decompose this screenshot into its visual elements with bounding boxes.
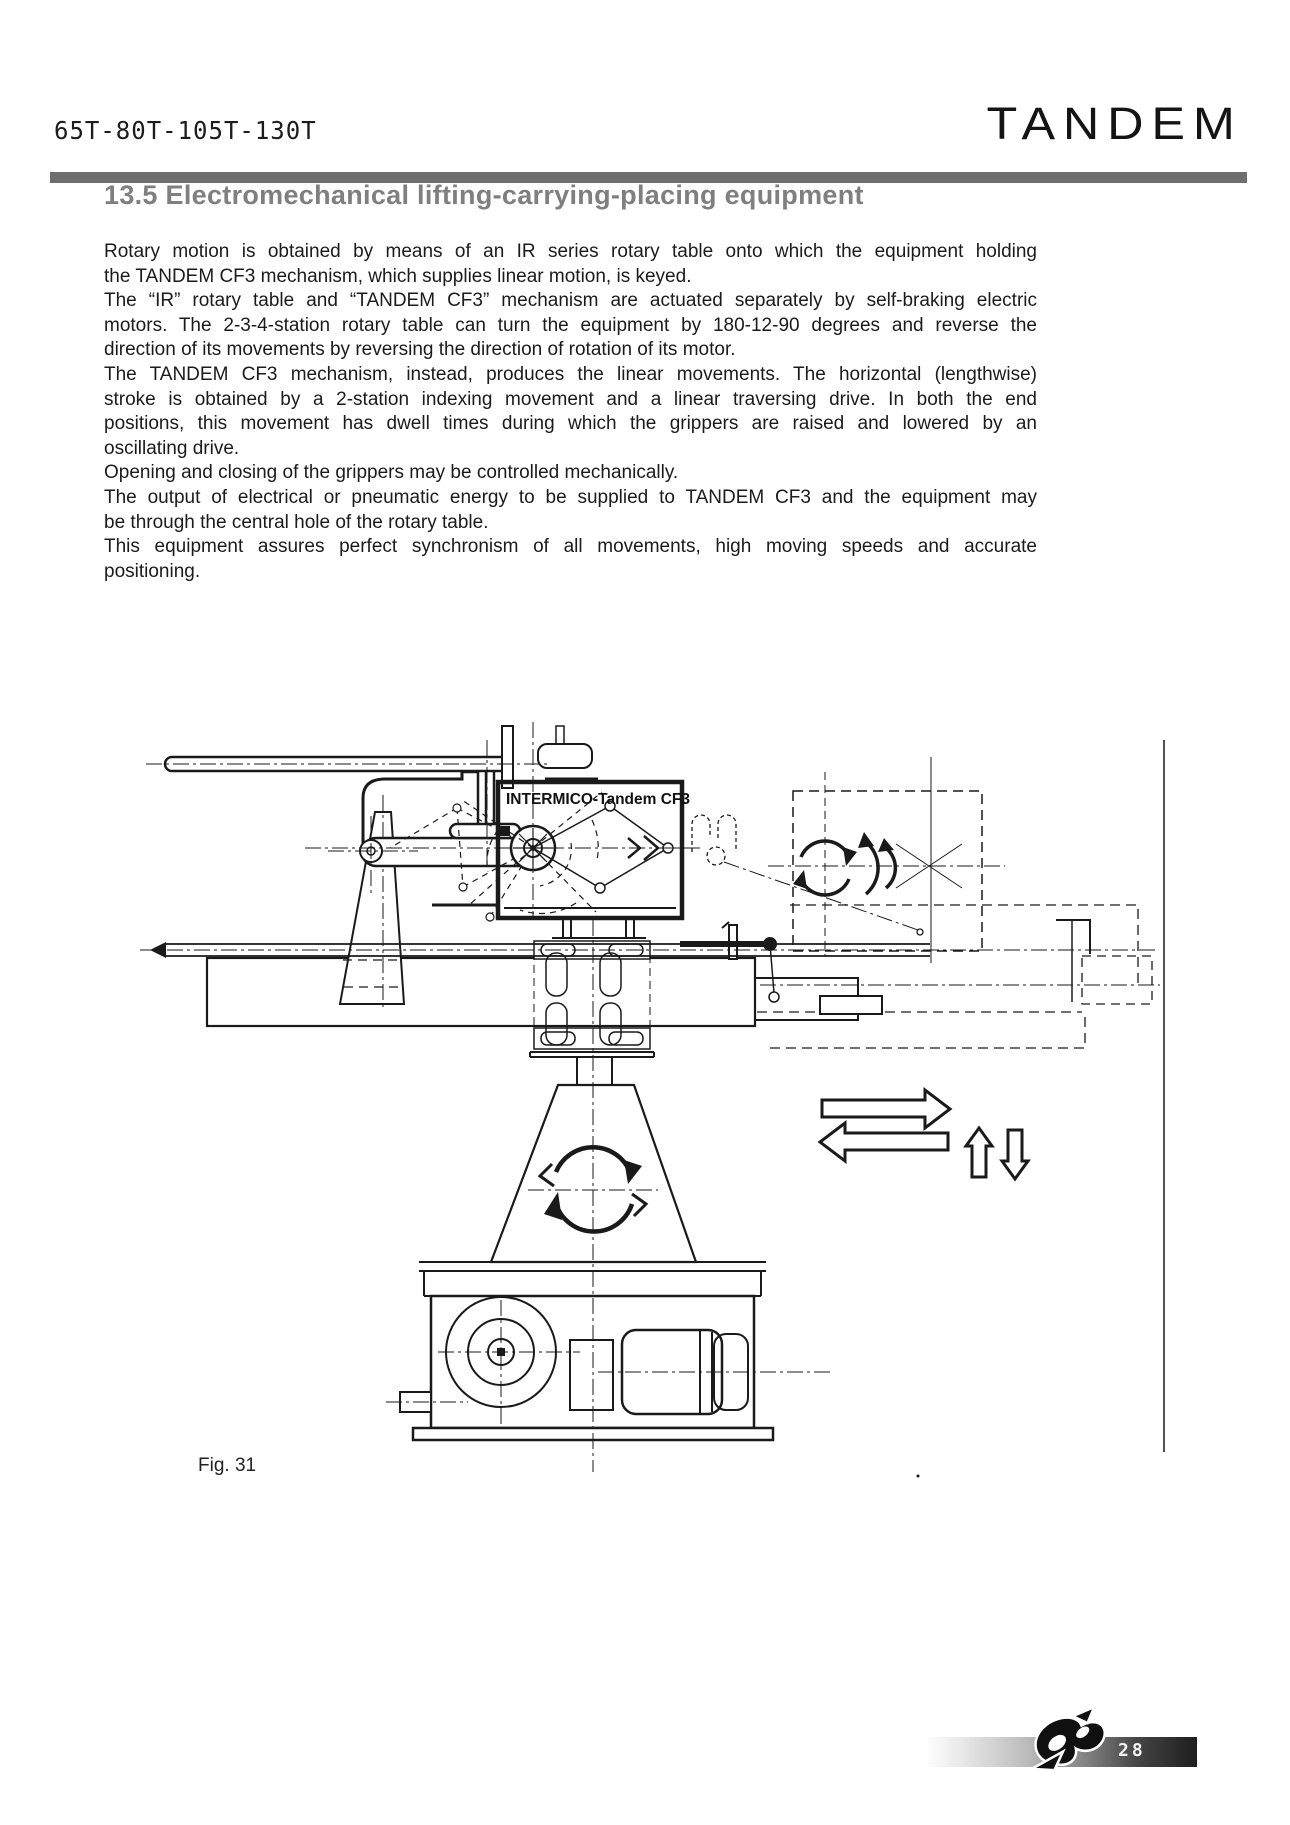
body-text-line: stroke is obtained by a 2-station indexing movement and a linear traversing drive. In both the end <box>104 388 1037 410</box>
oscillation-symbol-icon <box>858 832 895 894</box>
page-number: 28 <box>1118 1740 1146 1761</box>
body-text-line: The “IR” rotary table and “TANDEM CF3” mechanism are actuated separately by self-braking electric <box>104 290 1037 312</box>
rotation-station <box>793 757 982 963</box>
kite-linkage <box>533 801 700 893</box>
body-text <box>104 240 1037 584</box>
brand-mark-logo-icon <box>1022 1708 1114 1774</box>
body-text-line: positioning. <box>104 560 201 582</box>
section-title: 13.5 Electromechanical lifting-carrying-placing equipment <box>104 180 864 210</box>
traverse-left-arrow-icon <box>820 1123 948 1161</box>
lift-up-arrow-icon <box>966 1128 992 1177</box>
phantom-table-outline <box>757 905 1152 1048</box>
table-body <box>207 922 882 1026</box>
body-text-line: direction of its movements by reversing the direction of rotation of its motor. <box>104 339 736 361</box>
gripper-symbol <box>692 815 923 935</box>
lift-down-arrow-icon <box>1002 1130 1028 1179</box>
body-text-line: motors. The 2-3-4-station rotary table can turn the equipment by 180-12-90 degrees and reverse the <box>104 314 1037 336</box>
body-text-line: Opening and closing of the grippers may be controlled mechanically. <box>104 462 679 484</box>
brand-logotype: TANDEM <box>986 98 1243 149</box>
body-text-line: The TANDEM CF3 mechanism, instead, produces the linear movements. The horizontal (lengthwise) <box>104 363 1037 385</box>
body-text-line: This equipment assures perfect synchronism of all movements, high moving speeds and accurate <box>104 536 1037 558</box>
body-text-line: positions, this movement has dwell times during which the grippers are raised and lowered by an <box>104 413 1037 435</box>
figure-caption: Fig. 31 <box>198 1455 257 1476</box>
body-text-line: be through the central hole of the rotary table. <box>104 511 489 533</box>
body-text-line: oscillating drive. <box>104 437 240 459</box>
rotary-table-base <box>400 1262 773 1440</box>
unit-label: INTERMICO-Tandem CF3 <box>506 791 690 808</box>
support-column <box>340 795 404 1008</box>
header-model-range: 65T-80T-105T-130T <box>54 116 317 146</box>
body-text-line: Rotary motion is obtained by means of an IR series rotary table onto which the equipment holding <box>104 241 1037 262</box>
figure-drawing <box>0 610 1290 1490</box>
traverse-right-arrow-icon <box>822 1090 950 1128</box>
body-text-line: the TANDEM CF3 mechanism, which supplies linear motion, is keyed. <box>104 265 692 287</box>
body-text-line: The output of electrical or pneumatic energy to be supplied to TANDEM CF3 and the equipment may <box>104 486 1037 508</box>
